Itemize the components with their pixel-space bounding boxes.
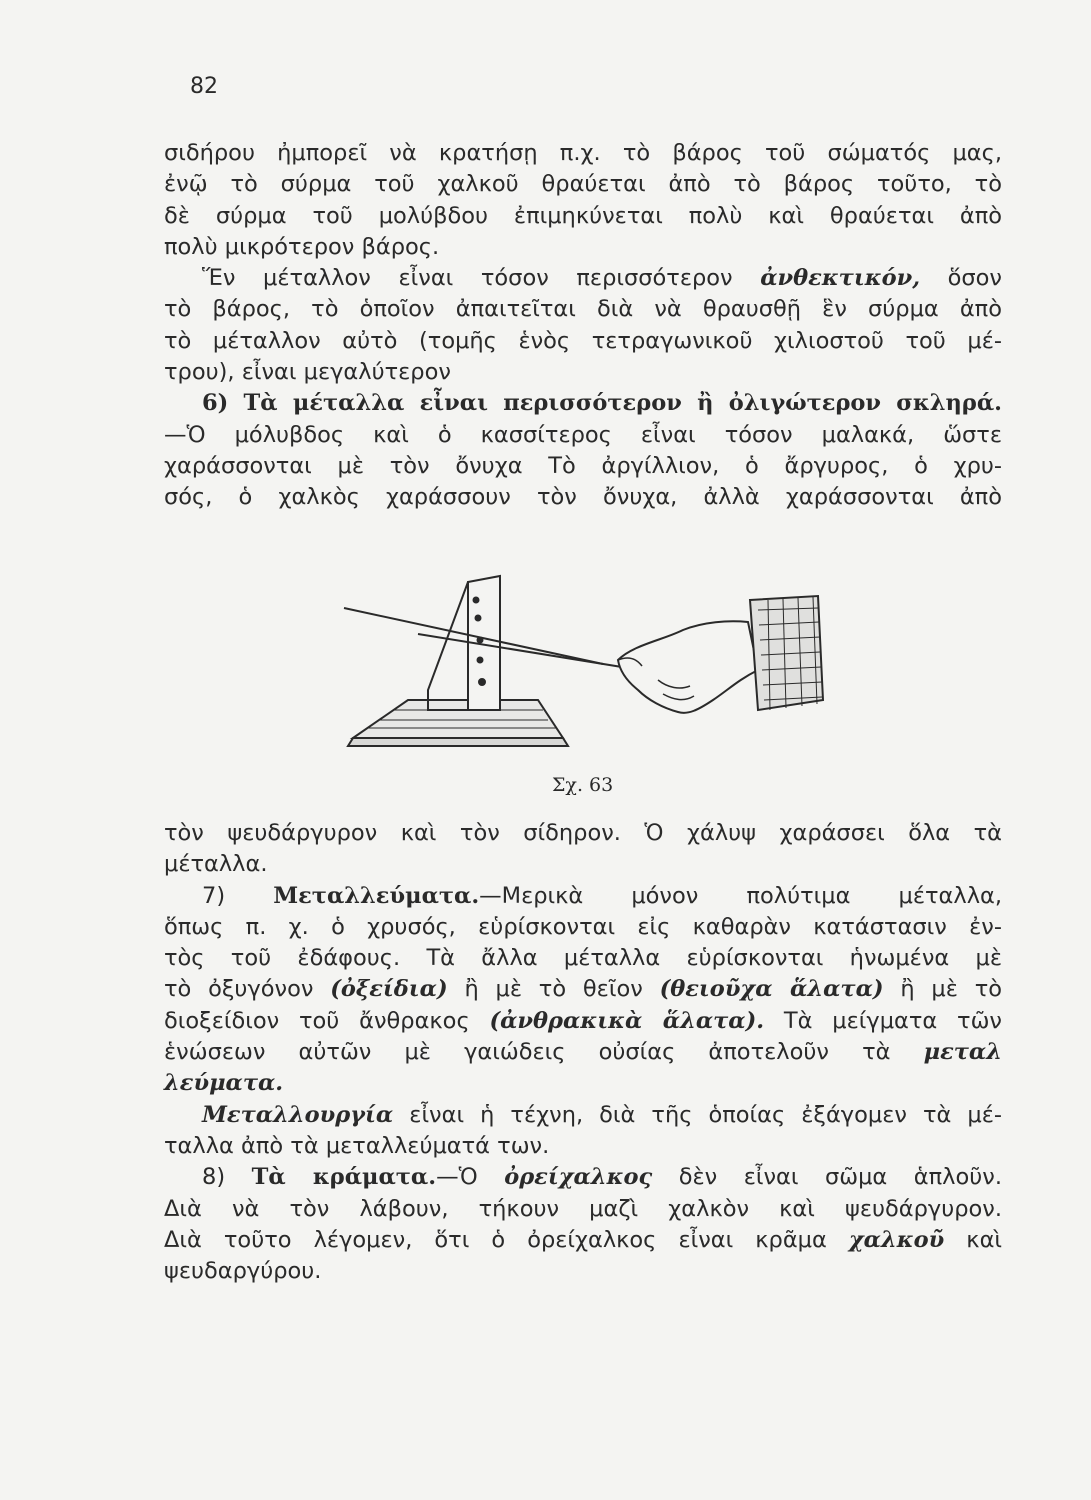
text-line: ἑνώσεων αὐτῶν μὲ γαιώδεις οὐσίας ἀποτελοῦν τὰ μεταλ: [164, 1039, 1002, 1066]
text-line: σός, ὁ χαλκὸς χαράσσουν τὸν ὄνυχα, ἀλλὰ χαράσσονται ἀπὸ: [164, 484, 1002, 511]
text-line: χαράσσονται μὲ τὸν ὄνυχα Τὸ ἀργίλλιον, ὁ ἄργυρος, ὁ χρυ-: [164, 452, 1002, 479]
emphasis-term: (ἀνθρακικὰ ἅλατα).: [489, 1007, 765, 1034]
text-line: ὅπως π. χ. ὁ χρυσός, εὑρίσκονται εἰς καθαρὰν κατάστασιν ἐν-: [164, 913, 1002, 940]
emphasis-term: ὀρείχαλκος: [504, 1164, 653, 1191]
text-line: Μεταλλουργία εἶναι ἡ τέχνη, διὰ τῆς ὁποίας ἐξάγομεν τὰ μέ-: [202, 1101, 1002, 1128]
figure-illustration: [318, 560, 838, 790]
text-line: σιδήρου ἠμπορεῖ νὰ κρατήσῃ π.χ. τὸ βάρος τοῦ σώματός μας,: [164, 140, 1002, 166]
text-line: τὸν ψευδάργυρον καὶ τὸν σίδηρον. Ὁ χάλυψ χαράσσει ὅλα τὰ: [164, 820, 1002, 846]
text-block-lower: [164, 818, 1002, 1287]
text-block-upper: [164, 138, 1002, 514]
text-line: πολὺ μικρότερον βάρος.: [164, 233, 440, 260]
text-line: δὲ σύρμα τοῦ μολύβδου ἐπιμηκύνεται πολὺ καὶ θραύεται ἀπὸ: [164, 202, 1002, 229]
text-line: τὸ ὀξυγόνον (ὀξείδια) ἢ μὲ τὸ θεῖον (θειοῦχα ἅλατα) ἢ μὲ τὸ: [164, 976, 1003, 1003]
text-line: μέταλλα.: [164, 851, 268, 878]
emphasis-term: Μεταλλουργία: [202, 1101, 394, 1128]
hardness-test-drawing: [318, 560, 838, 790]
heading-term: Τὰ κράματα.: [251, 1164, 437, 1191]
text-line: τὸ μέταλλον αὐτὸ (τομῆς ἑνὸς τετραγωνικοῦ χιλιοστοῦ τοῦ μέ-: [164, 327, 1002, 354]
text-line: Ἕν μέταλλον εἶναι τόσον περισσότερον ἀνθεκτικόν, ὅσον: [202, 265, 1002, 292]
emphasis-term: (ὀξείδια): [330, 976, 448, 1003]
text-line: τὸς τοῦ ἐδάφους. Τὰ ἄλλα μέταλλα εὑρίσκονται ἡνωμένα μὲ: [164, 945, 1002, 972]
emphasis-term: ἀνθεκτικόν,: [760, 265, 921, 292]
figure-caption: Σχ. 63: [552, 774, 614, 796]
page-number: 82: [190, 74, 218, 99]
text-line: ταλλα ἀπὸ τὰ μεταλλεύματά των.: [164, 1132, 550, 1159]
section-heading-6: 6) Τὰ μέταλλα εἶναι περισσότερον ἢ ὀλιγώτερον σκληρά.: [202, 390, 1002, 417]
text-line: τρου), εἶναι μεγαλύτερον: [164, 359, 451, 386]
text-line: λεύματα.: [164, 1070, 284, 1097]
text-line: ψευδαργύρου.: [164, 1258, 322, 1285]
emphasis-term: χαλκοῦ: [848, 1226, 945, 1253]
text-line: Διὰ τοῦτο λέγομεν, ὅτι ὁ ὀρείχαλκος εἶναι κρᾶμα χαλκοῦ καὶ: [164, 1226, 1003, 1253]
section-heading-7: 7) Μεταλλεύματα.—Μερικὰ μόνον πολύτιμα μέταλλα,: [202, 882, 1002, 909]
text-line: ἐνῷ τὸ σύρμα τοῦ χαλκοῦ θραύεται ἀπὸ τὸ βάρος τοῦτο, τὸ: [164, 171, 1002, 198]
section-heading-8: 8) Τὰ κράματα.—Ὁ ὀρείχαλκος δὲν εἶναι σῶμα ἁπλοῦν.: [202, 1164, 1002, 1191]
text-line: Διὰ νὰ τὸν λάβουν, τήκουν μαζὶ χαλκὸν καὶ ψευδάργυρον.: [164, 1195, 1002, 1222]
heading-term: Μεταλλεύματα.: [273, 882, 480, 909]
text-line: διοξείδιον τοῦ ἄνθρακος (ἀνθρακικὰ ἅλατα). Τὰ μείγματα τῶν: [164, 1007, 1002, 1034]
text-line: τὸ βάρος, τὸ ὁποῖον ἀπαιτεῖται διὰ νὰ θραυσθῇ ἓν σύρμα ἀπὸ: [164, 296, 1002, 323]
emphasis-term: (θειοῦχα ἅλατα): [659, 976, 884, 1003]
text-line: —Ὁ μόλυβδος καὶ ὁ κασσίτερος εἶναι τόσον μαλακά, ὥστε: [164, 421, 1002, 448]
emphasis-term: μεταλ: [923, 1039, 1002, 1066]
